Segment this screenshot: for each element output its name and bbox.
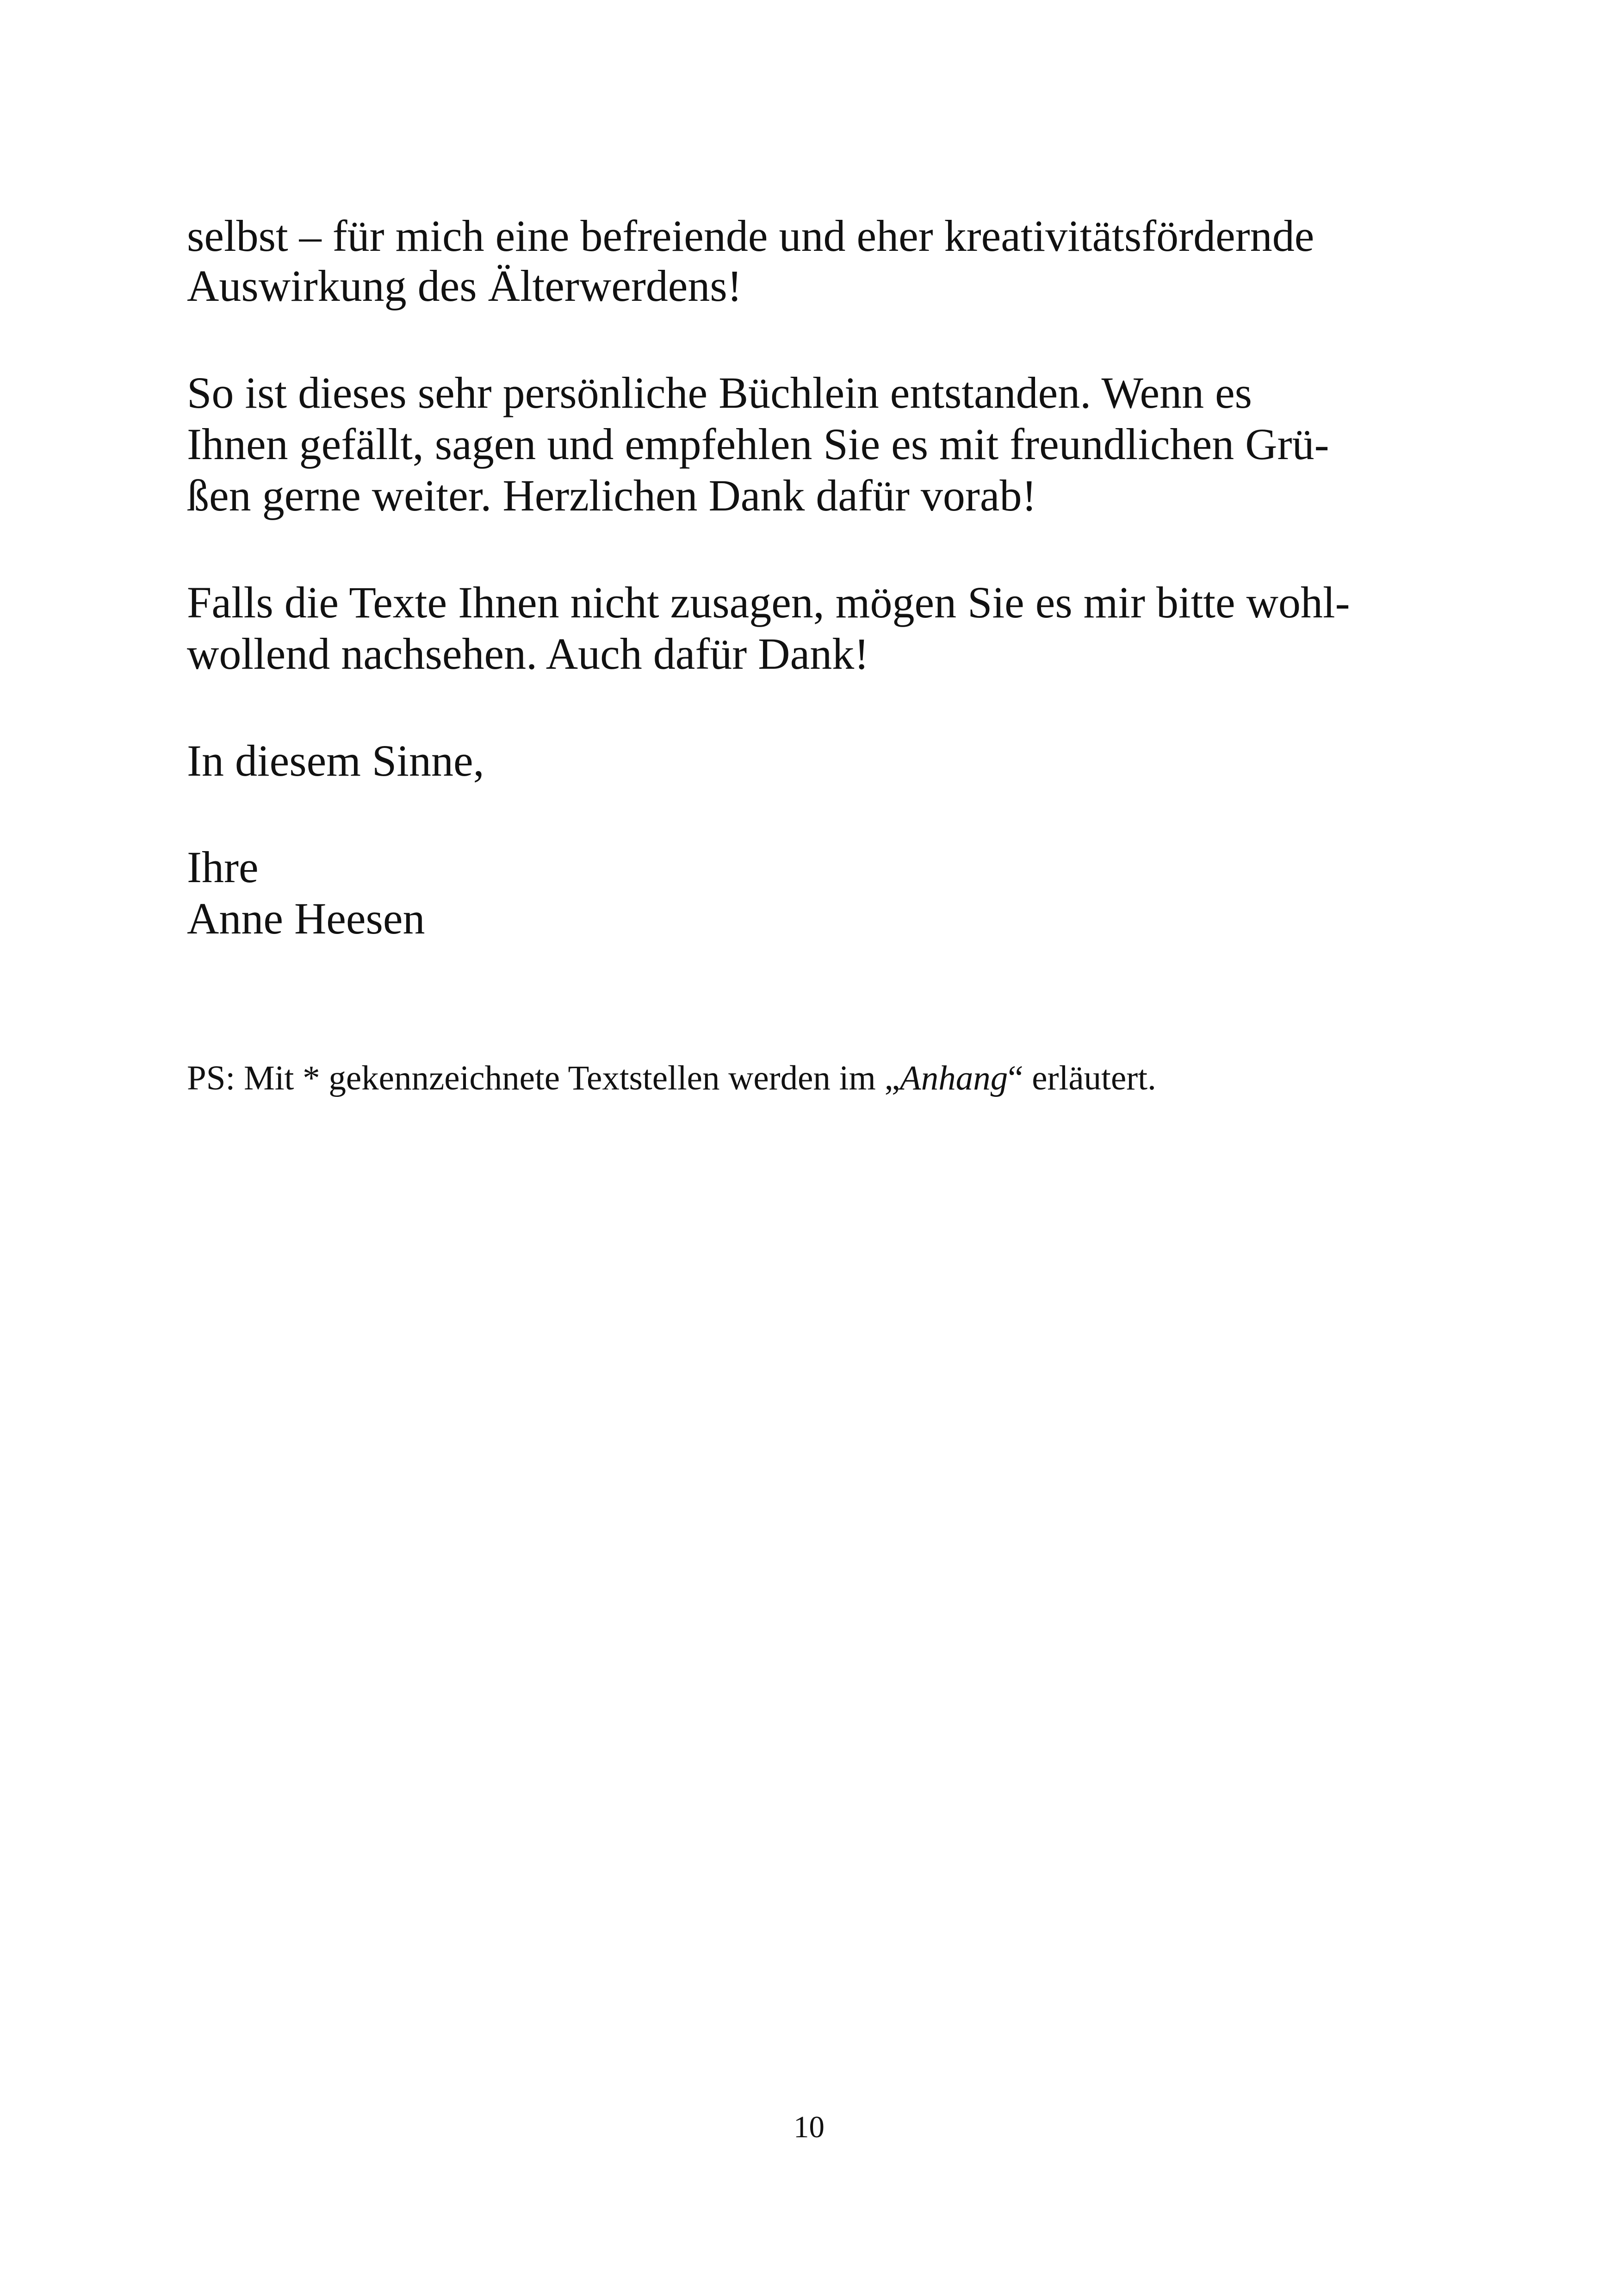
paragraph-2-line-1: So ist dieses sehr persönliche Büchlein entstanden. Wenn es (187, 368, 1252, 417)
postscript-suffix: “ erläutert. (1008, 1059, 1156, 1097)
page-number: 10 (794, 2110, 824, 2144)
signature-salutation: Ihre (187, 842, 259, 892)
paragraph-1-line-2: Auswirkung des Älterwerdens! (187, 261, 742, 311)
postscript-emphasis: Anhang (899, 1059, 1008, 1097)
postscript-note (187, 1061, 1156, 1095)
paragraph-3-line-1: Falls die Texte Ihnen nicht zusagen, mögen Sie es mir bitte wohl- (187, 578, 1350, 627)
closing-line: In diesem Sinne, (187, 736, 484, 785)
paragraph-1-line-1: selbst – für mich eine befreiende und eher kreativitätsfördernde (187, 211, 1314, 261)
paragraph-2-line-3: ßen gerne weiter. Herzlichen Dank dafür vorab! (187, 471, 1037, 520)
paragraph-3-line-2: wollend nachsehen. Auch dafür Dank! (187, 629, 869, 678)
postscript-prefix: PS: Mit * gekennzeichnete Textstellen werden im „ (187, 1059, 900, 1097)
signature-name: Anne Heesen (187, 894, 425, 943)
paragraph-2-line-2: Ihnen gefällt, sagen und empfehlen Sie es mit freundlichen Grü- (187, 419, 1329, 469)
